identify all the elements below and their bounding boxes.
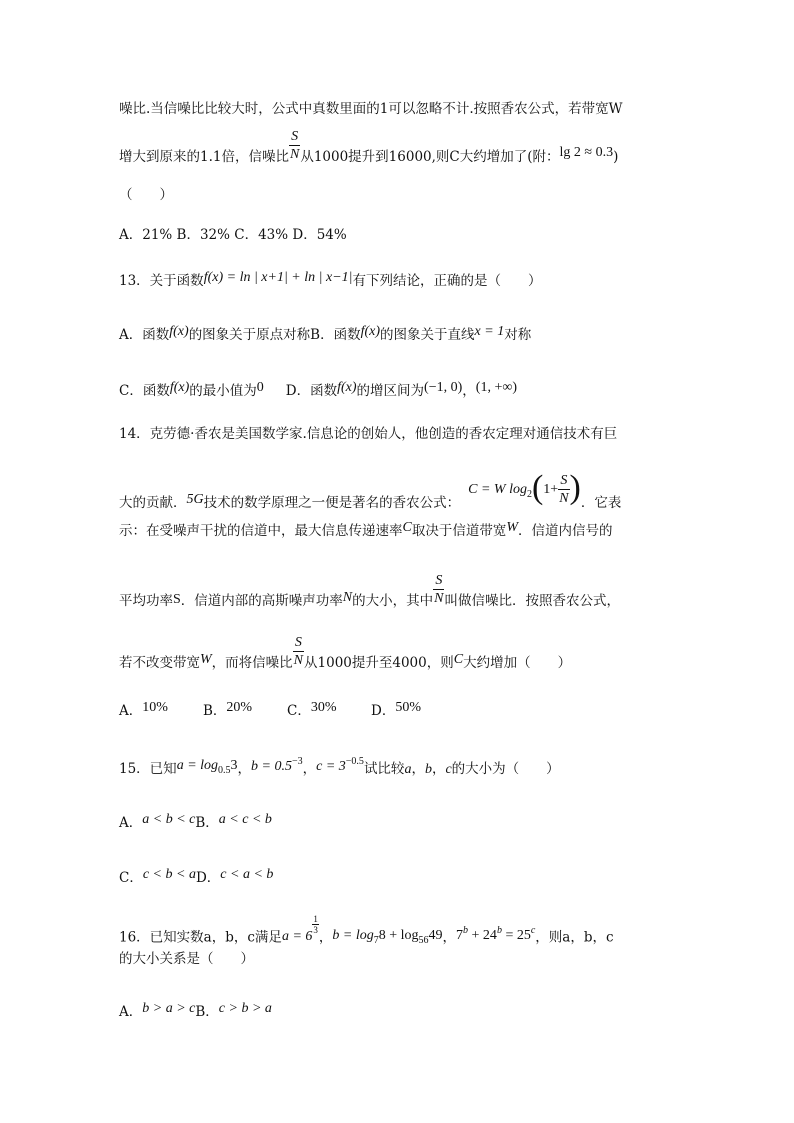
symbol-c: C — [453, 652, 464, 667]
relation-a: a < b < c — [142, 812, 196, 827]
var-a: a — [404, 762, 412, 777]
q14-text: 从1000提升至4000，则 — [304, 655, 454, 671]
q16-suffix: ，则a，b，c — [535, 929, 614, 946]
q14-line5 — [119, 635, 572, 681]
q13-opt-b-text: 的图象关于原点对称B．函数 — [188, 327, 361, 343]
symbol-c: C — [402, 520, 412, 535]
var-b: b — [424, 762, 432, 777]
q14-text: ．它表 — [580, 495, 622, 511]
lg2-hint: lg 2 ≈ 0.3 — [559, 145, 614, 160]
comma: ， — [462, 383, 476, 399]
q14-text: 的大小，其中 — [352, 593, 434, 609]
q13-function-formula: f(x) = ln | x+1| + ln | x−1| — [203, 270, 353, 285]
fx-symbol: f(x) — [169, 380, 190, 395]
q15-stem: 15．已知$a = \log_{0.5}3$，$b = 0.5^{-3}$，$c = 3^{-0.5}$试比较a，b，c的大小为（ ） — [119, 756, 560, 777]
q12-answer-blank: （ ） — [119, 187, 173, 203]
snr-fraction: $\frac{S}{N}$ — [434, 573, 444, 606]
option-a-label: A． — [119, 703, 143, 719]
q16-options-ab: A．b > a > cB．c > b > a — [119, 1001, 272, 1020]
symbol-s: S — [173, 592, 181, 607]
q14-text: 大约增加（ ） — [463, 655, 572, 671]
q14-text: 大的贡献． — [119, 495, 187, 511]
snr-fraction: $\frac{S}{N}$ — [289, 129, 300, 162]
q12-line1: 噪比.当信噪比比较大时，公式中真数里面的1可以忽略不计.按照香农公式，若带宽W — [119, 101, 623, 117]
relation-b: c > b > a — [218, 1001, 272, 1016]
q15-prefix: 15．已知 — [119, 761, 177, 777]
q13-stem — [119, 272, 542, 291]
option-b-label: B． — [203, 703, 227, 719]
b-definition: $b = \log_78 + \log_{56}49$ — [332, 927, 443, 946]
q14-line3 — [119, 522, 613, 541]
b-definition: $b = 0.5^{-3}$ — [251, 756, 303, 774]
q16-stem: 16．已知实数a，b，c满足a = 6 $\frac{1}{3}$ ，$b = \log_78 + \log_{56}49$，$7^b + 24^b = 25^c$，则a，b，c — [119, 914, 614, 946]
q14-text: 叫做信噪比．按照香农公式， — [444, 593, 620, 609]
relation-d: c < a < b — [220, 867, 274, 882]
q13-opt-b-text3: 对称 — [504, 327, 532, 343]
fx-symbol: f(x) — [360, 324, 381, 339]
shannon-formula: C = W $\log_2(1+$ $\frac{S}{N}$ ) — [468, 468, 581, 506]
var-c: c — [445, 762, 452, 777]
c-definition: $c = 3^{-0.5}$ — [316, 756, 364, 774]
relation-a: b > a > c — [142, 1001, 196, 1016]
option-b-value: 20% — [226, 700, 253, 715]
line-x-eq-1: x = 1 — [474, 324, 505, 339]
q14-text: ．信道内部的高斯噪声功率 — [180, 593, 343, 609]
q13-prefix: 13．关于函数 — [119, 273, 204, 289]
q13-opt-c-text: C．函数 — [119, 383, 170, 399]
q13-opt-a-text: A．函数 — [119, 327, 170, 343]
exponential-equation: $7^b + 24^b = 25^c$ — [456, 924, 536, 943]
q13-opt-b-text2: 的图象关于直线 — [380, 327, 475, 343]
a-definition: a = 6 $\frac{1}{3}$ — [281, 914, 318, 944]
symbol-w: W — [200, 652, 212, 667]
q15-suffix: 的大小为（ ） — [451, 761, 560, 777]
q13-options-cd — [119, 382, 517, 401]
q14-text: 示：在受噪声干扰的信道中，最大信息传递速率 — [119, 523, 403, 539]
q12-line2-text-b: 从1000提升到16000,则C大约增加了(附： — [300, 149, 560, 165]
q14-text: ．信道内信号的 — [518, 523, 613, 539]
q13-opt-d-text2: 的增区间为 — [356, 383, 425, 399]
fx-symbol: f(x) — [169, 324, 189, 339]
q14-text: ，而将信噪比 — [211, 655, 293, 671]
option-d-label: D． — [371, 703, 396, 719]
q15-options-cd: C．c < b < aD．c < a < b — [119, 867, 274, 886]
symbol-w: W — [506, 520, 519, 535]
option-c-value: 30% — [310, 700, 337, 715]
q14-line1: 14．克劳德·香农是美国数学家.信息论的创始人，他创造的香农定理对通信技术有巨 — [119, 426, 618, 442]
q12-options: A．21% B．32% C．43% D．54% — [119, 227, 347, 243]
option-a-value: 10% — [142, 700, 168, 715]
fx-symbol: f(x) — [337, 380, 357, 395]
relation-b: a < c < b — [218, 812, 272, 827]
q15-options-ab: A．a < b < cB．a < c < b — [119, 812, 272, 831]
q13-opt-d-text: D．函数 — [285, 383, 338, 399]
a-definition: $a = \log_{0.5}3$ — [176, 758, 238, 776]
5g-symbol: 5G — [186, 492, 204, 507]
q16-line2: 的大小关系是（ ） — [119, 951, 254, 967]
snr-fraction: $\frac{S}{N}$ — [293, 635, 304, 668]
min-value-zero: 0 — [256, 380, 264, 395]
option-d-value: 50% — [395, 700, 421, 715]
interval-2: (1, +∞) — [475, 380, 517, 395]
interval-1: (−1, 0) — [424, 380, 463, 395]
q14-text: 技术的数学原理之一便是著名的香农公式： — [203, 495, 461, 511]
option-c-label: C． — [287, 703, 311, 719]
q13-suffix: 有下列结论，正确的是（ ） — [352, 273, 542, 289]
q15-mid: 试比较 — [363, 761, 405, 777]
q14-text: 平均功率 — [119, 593, 173, 609]
q14-text: 取决于信道带宽 — [411, 523, 507, 539]
q16-prefix: 16．已知实数a，b，c满足 — [119, 929, 282, 946]
q14-line4 — [119, 573, 620, 619]
symbol-n: N — [342, 590, 353, 605]
q14-options — [119, 702, 421, 721]
q14-text: 若不改变带宽 — [119, 655, 200, 671]
q14-line2 — [119, 468, 622, 521]
relation-c: c < b < a — [142, 867, 196, 882]
q13-options-ab — [119, 326, 531, 345]
q12-line2-text-a: 增大到原来的1.1倍，信噪比 — [119, 149, 289, 165]
q12-line2-close: ) — [613, 149, 619, 165]
q13-opt-c-text2: 的最小值为 — [189, 383, 257, 399]
q12-line2 — [119, 129, 619, 175]
